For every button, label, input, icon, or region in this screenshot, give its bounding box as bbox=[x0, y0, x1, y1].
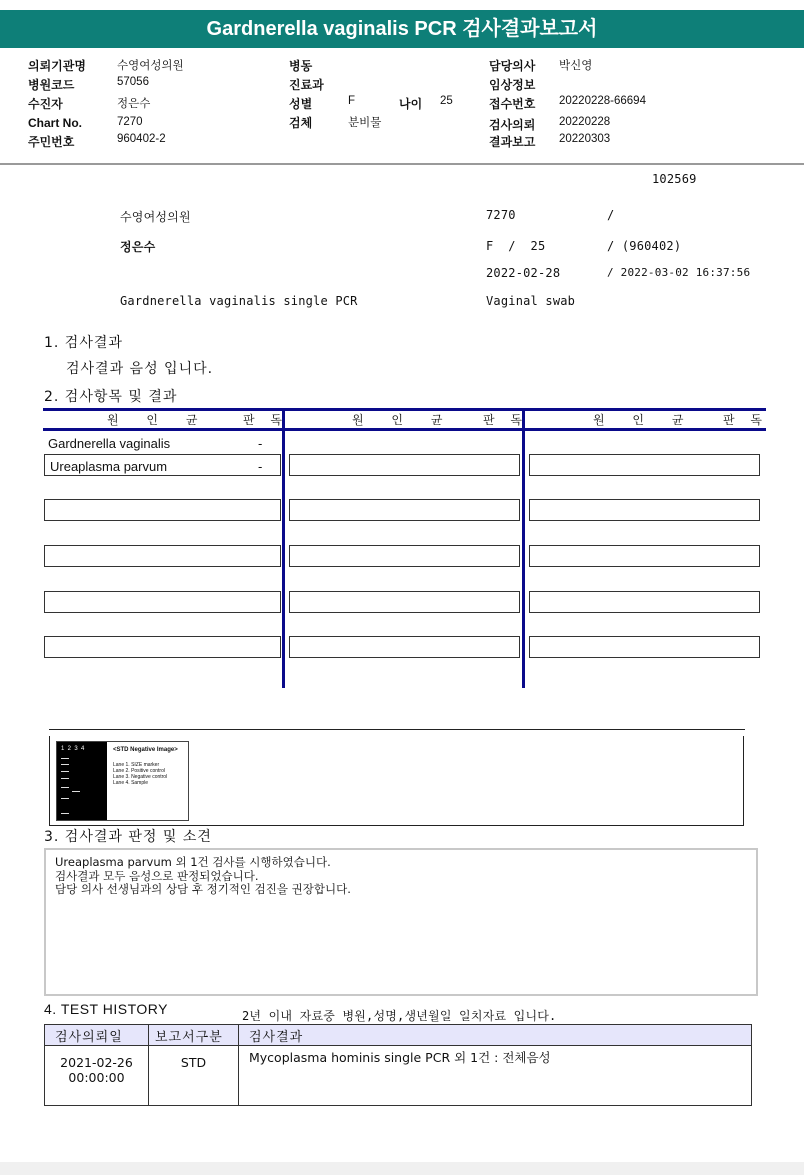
gel-legend-line: Lane 4. Sample bbox=[113, 780, 149, 786]
col-judgment-1: 판 독 bbox=[243, 413, 288, 427]
table-divider-2 bbox=[522, 408, 525, 688]
header-label-receipt-no: 접수번호 bbox=[489, 97, 536, 111]
header-label-hospital-code: 병원코드 bbox=[28, 78, 75, 92]
section1-heading: 1. 검사결과 bbox=[44, 335, 123, 351]
gel-band bbox=[61, 764, 69, 765]
result-row-name: Ureaplasma parvum bbox=[50, 459, 168, 474]
col-pathogen-1: 원 인 균 bbox=[107, 413, 210, 427]
section2-heading: 2. 검사항목 및 결과 bbox=[44, 389, 178, 405]
result-row-value: - bbox=[258, 459, 263, 474]
result-cell bbox=[529, 545, 760, 567]
history-note: 2년 이내 자료중 병원,성명,생년월일 일치자료 입니다. bbox=[242, 1009, 557, 1023]
gel-band bbox=[61, 787, 69, 788]
header-label-report-date: 결과보고 bbox=[489, 135, 536, 149]
result-cell bbox=[289, 545, 520, 567]
result-cell bbox=[44, 591, 281, 613]
history-col-result: 검사결과 bbox=[239, 1025, 752, 1046]
history-row bbox=[45, 1046, 752, 1106]
result-cell bbox=[289, 636, 520, 658]
history-cell-type: STD bbox=[149, 1046, 239, 1106]
gel-legend-line: Lane 1. SIZE marker bbox=[113, 762, 160, 768]
gel-legend-line: Lane 2. Positive control bbox=[113, 768, 165, 774]
history-col-type: 보고서구분 bbox=[149, 1025, 239, 1046]
patient-name: 정은수 bbox=[120, 240, 156, 254]
image-divider bbox=[49, 729, 745, 730]
header-label-request-date: 검사의뢰 bbox=[489, 118, 536, 132]
result-row-name: Gardnerella vaginalis bbox=[48, 436, 171, 451]
gel-band bbox=[72, 791, 80, 792]
report-title: Gardnerella vaginalis PCR 검사결과보고서 bbox=[0, 10, 804, 48]
col-judgment-3: 판 독 bbox=[723, 413, 768, 427]
gel-legend-line: Lane 3. Negative control bbox=[113, 774, 168, 780]
header-value-hospital-code: 57056 bbox=[117, 76, 149, 88]
gel-lane-numbers: 1 2 3 4 bbox=[61, 746, 85, 752]
header-label-sex: 성별 bbox=[289, 97, 313, 111]
result-cell bbox=[44, 499, 281, 521]
section1-result: 검사결과 음성 입니다. bbox=[66, 361, 214, 377]
section3-heading: 3. 검사결과 판정 및 소견 bbox=[44, 829, 212, 845]
gel-band bbox=[61, 798, 69, 799]
patient-clinic: 수영여성의원 bbox=[120, 210, 191, 224]
col-judgment-2: 판 독 bbox=[483, 413, 528, 427]
header-label-age: 나이 bbox=[399, 97, 423, 111]
gel-photo bbox=[57, 742, 107, 820]
header-divider bbox=[0, 163, 804, 165]
header-value-institution: 수영여성의원 bbox=[117, 60, 184, 72]
header-label-patient: 수진자 bbox=[28, 97, 63, 111]
header-value-report-date: 20220303 bbox=[559, 133, 611, 145]
result-cell bbox=[529, 454, 760, 476]
header-label-clinical-info: 임상정보 bbox=[489, 78, 536, 92]
result-row-value: - bbox=[258, 436, 263, 451]
header-label-resident-no: 주민번호 bbox=[28, 135, 75, 149]
gel-title: <STD Negative Image> bbox=[113, 747, 178, 753]
gel-band bbox=[61, 778, 69, 779]
history-col-date: 검사의뢰일 bbox=[45, 1025, 149, 1046]
table-divider-1 bbox=[282, 408, 285, 688]
opinion-line: Ureaplasma parvum 외 1건 검사를 시행하였습니다. bbox=[55, 855, 331, 869]
col-pathogen-3: 원 인 균 bbox=[593, 413, 696, 427]
result-cell bbox=[529, 499, 760, 521]
opinion-line: 검사결과 모두 음성으로 판정되었습니다. bbox=[55, 868, 259, 883]
header-value-doctor: 박신영 bbox=[559, 60, 593, 72]
history-time: 00:00:00 bbox=[68, 1070, 125, 1085]
header-value-sex: F bbox=[348, 95, 356, 107]
patient-report-datetime: / 2022-03-02 16:37:56 bbox=[607, 266, 751, 279]
header-label-chart-no: Chart No. bbox=[28, 116, 82, 130]
opinion-line: 담당 의사 선생님과의 상담 후 정기적인 검진을 권장합니다. bbox=[55, 882, 351, 896]
patient-chart-no: 7270 bbox=[486, 208, 516, 222]
table-header-border bbox=[43, 428, 766, 431]
result-cell bbox=[529, 591, 760, 613]
result-cell bbox=[44, 636, 281, 658]
header-label-institution: 의뢰기관명 bbox=[28, 59, 86, 73]
header-label-ward: 병동 bbox=[289, 59, 313, 73]
page-bottom-margin bbox=[0, 1162, 804, 1175]
result-cell bbox=[529, 636, 760, 658]
header-value-chart-no: 7270 bbox=[117, 116, 143, 128]
section4-heading: 4. TEST HISTORY bbox=[44, 1001, 168, 1017]
header-value-age: 25 bbox=[440, 95, 453, 107]
result-cell bbox=[289, 454, 520, 476]
history-table bbox=[44, 1024, 752, 1106]
patient-specimen: Vaginal swab bbox=[486, 294, 576, 308]
patient-sex-age: F / 25 bbox=[486, 239, 546, 253]
history-date: 2021-02-26 bbox=[60, 1055, 133, 1070]
header-value-receipt-no: 20220228-66694 bbox=[559, 95, 646, 107]
history-cell-date bbox=[45, 1046, 149, 1106]
gel-band bbox=[61, 758, 69, 759]
gel-image bbox=[56, 741, 189, 821]
opinion-box bbox=[44, 848, 758, 996]
patient-test-name: Gardnerella vaginalis single PCR bbox=[120, 294, 358, 308]
header-label-specimen: 검체 bbox=[289, 116, 313, 130]
header-value-patient: 정은수 bbox=[117, 98, 151, 110]
header-label-doctor: 담당의사 bbox=[489, 59, 536, 73]
patient-slash: / bbox=[607, 208, 615, 222]
result-cell bbox=[289, 499, 520, 521]
header-value-specimen: 분비물 bbox=[348, 117, 382, 129]
result-cell bbox=[44, 545, 281, 567]
header-value-resident-no: 960402-2 bbox=[117, 133, 166, 145]
patient-birth: / (960402) bbox=[607, 239, 682, 253]
gel-band bbox=[61, 771, 69, 772]
history-cell-result: Mycoplasma hominis single PCR 외 1건 : 전체음성 bbox=[239, 1046, 752, 1106]
gel-band bbox=[61, 813, 69, 814]
header-label-department: 진료과 bbox=[289, 78, 324, 92]
result-cell bbox=[289, 591, 520, 613]
patient-code: 102569 bbox=[652, 172, 697, 186]
col-pathogen-2: 원 인 균 bbox=[352, 413, 455, 427]
header-value-request-date: 20220228 bbox=[559, 116, 611, 128]
patient-request-date: 2022-02-28 bbox=[486, 266, 561, 280]
